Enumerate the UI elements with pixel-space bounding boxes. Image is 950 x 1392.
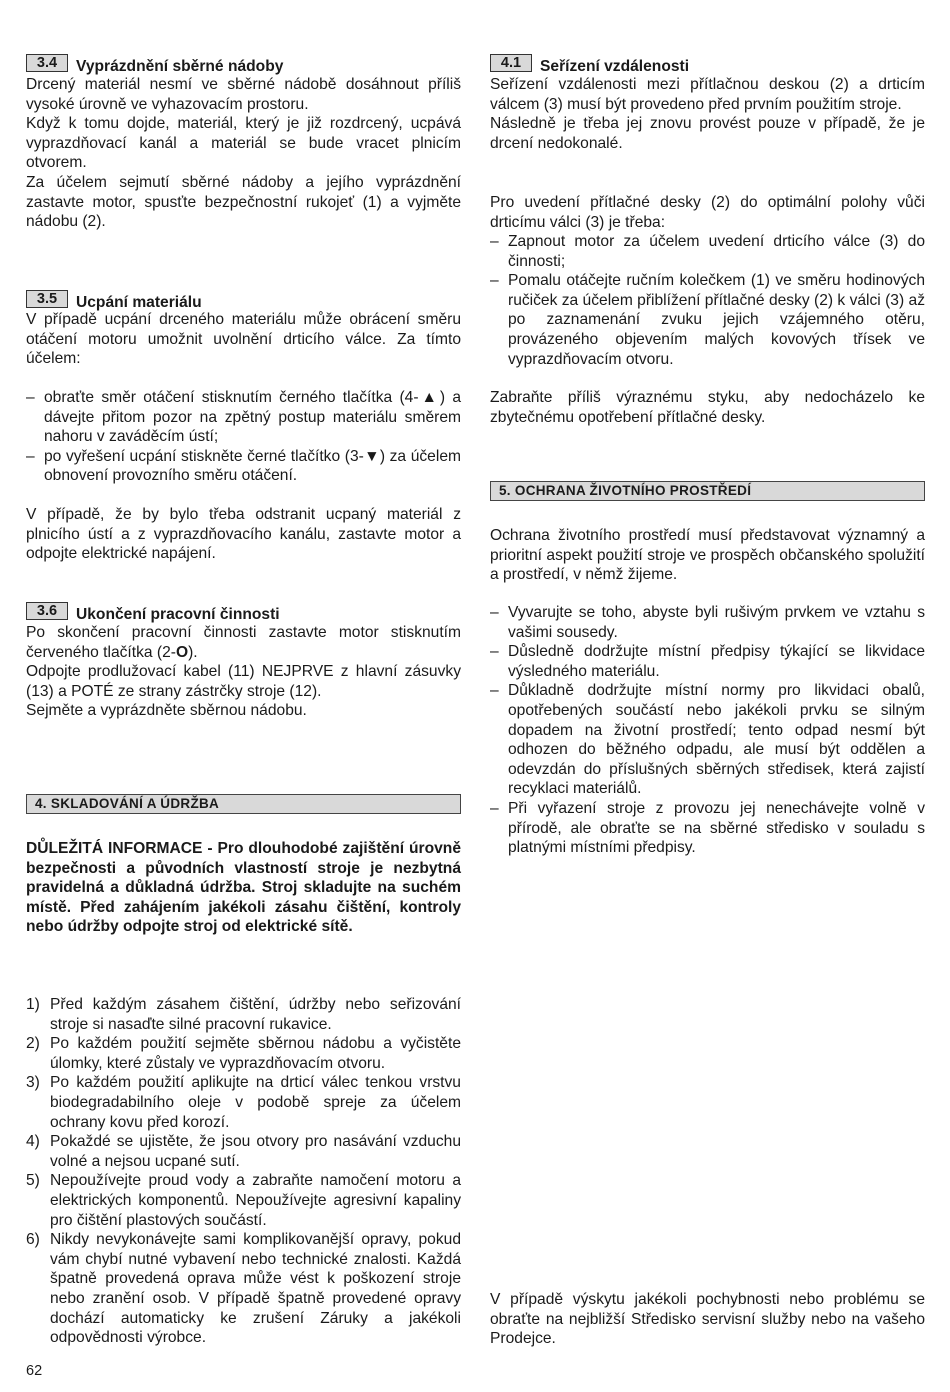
section-4-1-body (490, 75, 925, 153)
page-number: 62 (26, 1363, 43, 1379)
important-text: DŮLEŽITÁ INFORMACE - Pro dlouhodobé zajištění úrovně bezpečnosti a původních vlastností stroje je nezbytná pravidelná a důkladná údržba. Stroj skladujte na suchém místě. Před zahájením jakékoli zásahu čištění, kontroly nebo údržby odpojte stroj od elektrické sítě. (26, 840, 461, 936)
section-title: Ukončení pracovní činnosti (76, 606, 280, 623)
item-number: 4) (26, 1133, 40, 1151)
section-4-1-list (490, 232, 925, 369)
item-text: Nepoužívejte proud vody a zabraňte namočení motoru a elektrických komponentů. Nepoužívejte agresivní kapaliny pro čištění plastových součástí. (50, 1172, 461, 1229)
list-item: – obraťte směr otáčení stisknutím černého tlačítka (4-▲) a dávejte přitom pozor na zpětný postup materiálu směrem nahoru v zaváděcím ústí; (26, 388, 461, 447)
item-text: Nikdy nevykonávejte sami komplikovanější opravy, pokud vám chybí nutné vybavení nebo technické znalosti. Každá špatně provedená oprava může vést k poškození stroje nebo zranění osob. V případě špatně provedené opravy dochází automaticky ke zrušení Záruky a jakékoli odpovědnosti výrobce. (50, 1231, 461, 1347)
item-text: Po každém použití aplikujte na drticí válec tenkou vrstvu biodegradabilního oleje v podobě spreje za účelem ochrany kovu před korozí. (50, 1074, 461, 1131)
item-number: 1) (26, 996, 40, 1013)
item-text: Před každým zásahem čištění, údržby nebo seřizování stroje si nasaďte silné pracovní rukavice. (50, 996, 461, 1033)
section-4-1-note (490, 388, 925, 427)
maintenance-list (26, 995, 461, 1348)
section-4-1-heading (490, 50, 690, 75)
section-number: 3.4 (26, 54, 68, 72)
list-item: – Vyvarujte se toho, abyste byli rušivým prvkem ve vztahu s vašimi sousedy. (490, 603, 925, 642)
item-text: Pokaždé se ujistěte, že jsou otvory pro nasávání vzduchu volné a nejsou ucpané sutí. (50, 1133, 461, 1170)
paragraph (26, 623, 461, 662)
section-number: 4.1 (490, 54, 532, 72)
section-3-5-body (26, 310, 461, 369)
item-number: 2) (26, 1035, 40, 1053)
paragraph: Odpojte prodlužovací kabel (11) NEJPRVE z hlavní zásuvky (13) a POTÉ ze strany zástrčky stroje (12). (26, 663, 461, 700)
service-note (490, 1290, 925, 1349)
list-item (26, 995, 461, 1034)
text-run-bold: O (175, 643, 189, 661)
list-item (26, 1034, 461, 1073)
chapter-4-bar: 4. SKLADOVÁNÍ A ÚDRŽBA (26, 794, 461, 814)
section-3-4-body (26, 75, 461, 232)
section-title: Vyprázdnění sběrné nádoby (76, 58, 284, 75)
paragraph: Pro uvedení přítlačné desky (2) do optimální polohy vůči drticímu válci (3) je třeba: (490, 194, 925, 231)
paragraph: V případě, že by bylo třeba odstranit ucpaný materiál z plnicího ústí a z vyprazdňovacího kanálu, zastavte motor a odpojte elektrické napájení. (26, 506, 461, 563)
item-number: 3) (26, 1074, 40, 1092)
section-4-1-intro (490, 193, 925, 232)
list-item: – Pomalu otáčejte ručním kolečkem (1) ve směru hodinových ručiček za účelem přiblížení přítlačné desky (2) k válci (3) až po zaznamenání zvuku jejich vzájemného otěru, provázeného objevením malých kovových třísek ve vyprazdňovacím otvoru. (490, 271, 925, 369)
paragraph: Když k tomu dojde, materiál, který je již rozdrcený, ucpává vyprazdňovací kanál a materiál se bude vracet plnicím otvorem. (26, 115, 461, 172)
environment-intro (490, 526, 925, 585)
section-title: Seřízení vzdálenosti (540, 58, 690, 75)
item-text: Po každém použití sejměte sběrnou nádobu a vyčistěte úlomky, které zůstaly ve vyprazdňovacím otvoru. (50, 1035, 461, 1072)
text-run: Po skončení pracovní činnosti zastavte motor stisknutím červeného tlačítka (2- (26, 624, 461, 661)
section-title: Ucpání materiálu (76, 294, 202, 311)
paragraph: Sejměte a vyprázdněte sběrnou nádobu. (26, 702, 307, 720)
paragraph: Následně je třeba jej znovu provést pouze v případě, že je drcení nedokonalé. (490, 115, 925, 152)
section-3-5-list (26, 388, 461, 486)
section-number: 3.6 (26, 602, 68, 620)
section-3-4-heading (26, 50, 284, 75)
paragraph: V případě ucpání drceného materiálu může obrácení směru otáčení motoru umožnit uvolnění drticího válce. Za tímto účelem: (26, 311, 461, 368)
list-item: – Důkladně dodržujte místní normy pro likvidaci obalů, opotřebených součástí nebo jakékoli prvku se silným dopadem na životní prostředí; tento odpad nesmí být odhozen do běžného odpadu, ale musí být oddělen a odevzdán do příslušných sběrných středisek, která zajistí recyklaci materiálů. (490, 681, 925, 799)
section-3-5-note (26, 505, 461, 564)
item-number: 6) (26, 1231, 40, 1249)
paragraph: Zabraňte příliš výraznému styku, aby nedocházelo ke zbytečnému opotřebení přítlačné desky. (490, 389, 925, 426)
important-notice (26, 839, 461, 937)
paragraph: Za účelem sejmutí sběrné nádoby a jejího vyprázdnění zastavte motor, spusťte bezpečnostní rukojeť (1) a vyjměte nádobu (2). (26, 173, 461, 231)
list-item (26, 1171, 461, 1230)
list-item (26, 1230, 461, 1348)
list-item: – Důsledně dodržujte místní předpisy týkající se likvidace výsledného materiálu. (490, 642, 925, 681)
section-3-6-heading (26, 598, 280, 623)
paragraph: V případě výskytu jakékoli pochybnosti nebo problému se obraťte na nejbližší Středisko servisní služby nebo na vašeho Prodejce. (490, 1291, 925, 1348)
paragraph: Seřízení vzdálenosti mezi přítlačnou deskou (2) a drticím válcem (3) musí být provedeno před prvním použitím stroje. (490, 76, 925, 113)
list-item: – po vyřešení ucpání stiskněte černé tlačítko (3-▼) za účelem obnovení provozního směru otáčení. (26, 447, 461, 486)
text-run: ). (188, 643, 198, 661)
item-number: 5) (26, 1172, 40, 1190)
list-item (26, 1132, 461, 1171)
paragraph: Ochrana životního prostředí musí představovat významný a prioritní aspekt použití stroje ve prospěch občanského spolužití a prostředí, v němž žijeme. (490, 527, 925, 584)
section-number: 3.5 (26, 290, 68, 308)
section-3-5-heading (26, 286, 202, 311)
chapter-5-bar: 5. OCHRANA ŽIVOTNÍHO PROSTŘEDÍ (490, 481, 925, 501)
paragraph: Drcený materiál nesmí ve sběrné nádobě dosáhnout příliš vysoké úrovně ve vyhazovacím prostoru. (26, 76, 461, 113)
list-item: – Při vyřazení stroje z provozu jej nenechávejte volně v přírodě, ale obraťte se na sběrné středisko v souladu s platnými místními předpisy. (490, 799, 925, 858)
environment-list (490, 603, 925, 858)
list-item: – Zapnout motor za účelem uvedení drticího válce (3) do činnosti; (490, 232, 925, 271)
section-3-6-body (26, 623, 461, 721)
list-item (26, 1073, 461, 1132)
